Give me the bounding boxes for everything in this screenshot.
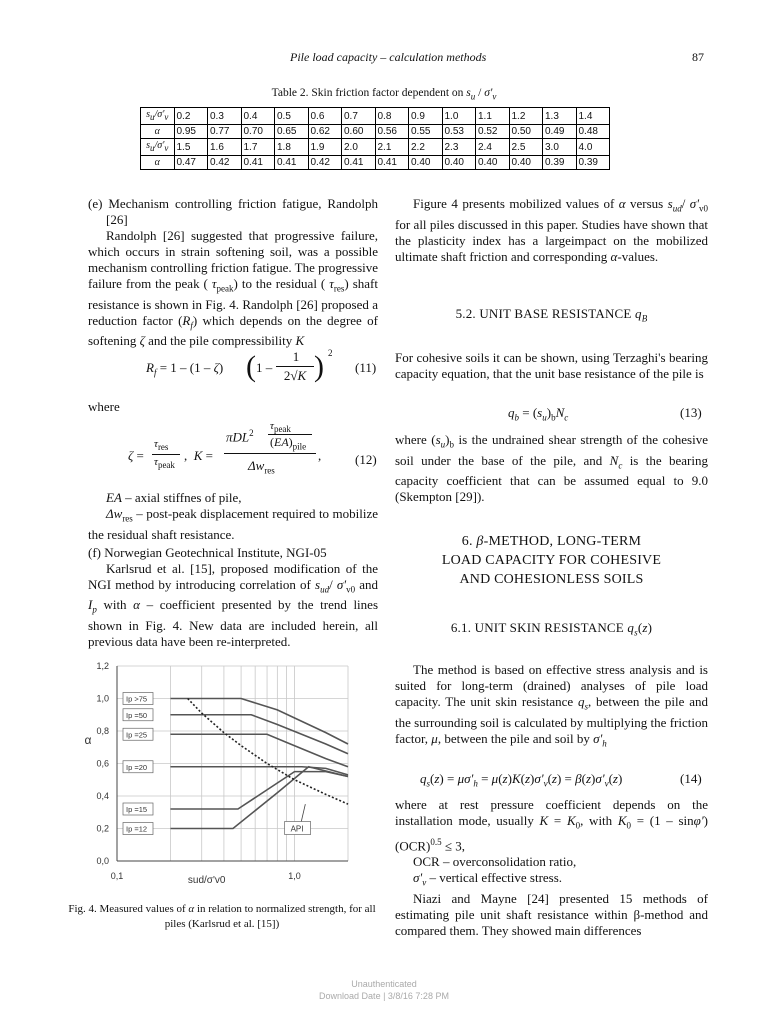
series-label: Ip =12 <box>126 824 148 834</box>
x-axis-label: sud/σ'v0 <box>187 875 226 886</box>
table-cell: 0.52 <box>476 125 510 139</box>
equation-14: $q_s(z) = \mu\sigma'_h = \mu(z)K(z)\sigma'_v(z) = \beta(z)\sigma'_v(z)$ <box>420 771 623 789</box>
table-cell: 0.5 <box>275 108 309 125</box>
right-p4: The method is based on effective stress analysis and is suited for long-term (drained) analyses of pile load capacity. The unit skin resistance $q_s$, between the pile and the surrounding soil is calculated by multiplying the friction factor, μ, between the pile and soil by $\sigma'_h$ <box>395 662 708 749</box>
row-label: $s_u/\sigma'_v$ <box>141 139 175 156</box>
series-line <box>170 772 348 809</box>
table-cell: 2.2 <box>409 139 443 156</box>
download-watermark <box>0 978 768 1002</box>
table-cell: 0.41 <box>241 156 275 170</box>
table-cell: 1.2 <box>509 108 543 125</box>
row-label: α <box>141 125 175 139</box>
table-cell: 0.56 <box>375 125 409 139</box>
table-cell: 0.4 <box>241 108 275 125</box>
table-cell: 0.77 <box>208 125 242 139</box>
where-label: where <box>88 399 120 414</box>
section-6-1-heading: 6.1. UNIT SKIN RESISTANCE $q_s(z)$ <box>450 620 653 638</box>
right-p6: Niazi and Mayne [24] presented 15 methods of estimating pile unit shaft resistance within β-method and compared them. They showed main differences <box>395 890 708 938</box>
paragraph-e: Randolph [26] suggested that progressive failure, which occurs in strain softening soil, was a possible mechanism controlling friction fatigue. The progressive failure from the peak ( $\tau_{peak}$) to the residual ( $\tau_{res}$) shaft resistance is shown in Fig. 4. Randolph [26] proposed a reduction factor $(R_f)$ which depends on the degree of softening ζ and the pile compressibility K <box>88 228 379 349</box>
table-row <box>141 125 610 139</box>
series-label: Ip =50 <box>126 710 148 720</box>
table-cell: 0.41 <box>275 156 309 170</box>
table-cell: 0.40 <box>409 156 443 170</box>
eq14-number: (14) <box>680 771 702 786</box>
table-cell: 0.49 <box>543 125 577 139</box>
series-label: Ip =15 <box>126 805 148 814</box>
table-cell: 0.60 <box>342 125 376 139</box>
x-tick-label: 0,1 <box>110 871 124 881</box>
table-cell: 0.40 <box>509 156 543 170</box>
left-column-defs <box>88 490 378 650</box>
table-cell: 0.53 <box>442 125 476 139</box>
figure-4-chart <box>78 656 383 891</box>
right-p5: where at rest pressure coefficient depends on the installation mode, usually $K = K_0$, with $K_0 = (1 - \sin\varphi')(OCR)^{0.5} \le 3$, OCR – overconsolidation ratio, $\sigma'_v$ – vertical effective stress. Niazi and Mayne [24] presented 15 methods of estimating pile unit shaft resistance within β-method and compared them. They showed main differences <box>395 797 708 938</box>
table-caption: Table 2. Skin friction factor dependent on $s_u / \sigma'_v$ <box>271 87 497 102</box>
y-tick-label: 0,4 <box>96 791 109 801</box>
table-cell: 0.62 <box>308 125 342 139</box>
figure-caption: Fig. 4. Measured values of α in relation to normalized strength, for all piles (Karlsrud et al. [15]) <box>68 903 376 930</box>
series-line <box>170 767 348 775</box>
def-ocr: OCR – overconsolidation ratio, <box>413 853 577 869</box>
right-p3: where $(s_u)_b$ is the undrained shear strength of the cohesive soil under the base of the pile, and $N_c$ is the bearing capacity coefficient that can be assumed equal to 9.0 (Skempton [29]). <box>395 432 708 505</box>
table-cell: 2.4 <box>476 139 510 156</box>
eq12-number: (12) <box>355 452 377 467</box>
y-tick-label: 1,2 <box>96 661 109 671</box>
series-label: Ip =25 <box>126 730 148 740</box>
skin-friction-table <box>140 107 610 170</box>
y-axis-label: α <box>84 733 92 747</box>
table-cell: 0.39 <box>543 156 577 170</box>
section-5-2-heading: 5.2. UNIT BASE RESISTANCE $q_B$ <box>455 306 648 324</box>
table-cell: 0.55 <box>409 125 443 139</box>
table-cell: 0.48 <box>576 125 610 139</box>
y-tick-label: 0,2 <box>96 823 109 834</box>
table-cell: 0.42 <box>208 156 242 170</box>
table-row <box>141 108 610 125</box>
table-cell: 0.6 <box>308 108 342 125</box>
series-line <box>170 734 348 767</box>
paragraph-f: Karlsrud et al. [15], proposed modification of the NGI method by introducing correlation of $s_{ud}/$ $\sigma'_{v0}$ and $I_p$ with α – coefficient presented by the trend lines shown in Fig. 4. New data are included herein, all previous data have been re-interpreted. <box>88 560 378 649</box>
table-row <box>141 139 610 156</box>
table-cell: 0.95 <box>174 125 208 139</box>
y-tick-label: 0,8 <box>96 726 109 736</box>
table-cell: 3.0 <box>543 139 577 156</box>
table-cell: 0.7 <box>342 108 376 125</box>
x-tick-label: 1,0 <box>288 871 301 881</box>
series-label: Ip >75 <box>126 694 148 704</box>
table-cell: 1.1 <box>476 108 510 125</box>
y-tick-label: 1,0 <box>96 693 109 704</box>
table-cell: 2.3 <box>442 139 476 156</box>
def-dw: $\Delta w_{res}$ – post-peak displacement required to mobilize the residual shaft resistance. <box>88 506 378 542</box>
table-cell: 1.8 <box>275 139 309 156</box>
heading-e: (e) Mechanism controlling friction fatigue, Randolph [26] <box>88 196 378 227</box>
table-cell: 0.47 <box>174 156 208 170</box>
table-cell: 4.0 <box>576 139 610 156</box>
table-cell: 0.65 <box>275 125 309 139</box>
eq13-number: (13) <box>680 405 702 420</box>
table-cell: 0.40 <box>442 156 476 170</box>
equation-12: ζ = $\tau_{res}$ $\tau_{peak}$ , K = πDL$^2$ $\tau_{peak}$ $(EA)_{pile}$ $\Delta w_{res}$ , <box>128 420 322 476</box>
section-6-heading <box>395 532 708 589</box>
table-cell: 0.9 <box>409 108 443 125</box>
right-p2: For cohesive soils it can be shown, using Terzaghi's bearing capacity equation, that the unit base resistance of the pile is <box>395 350 708 381</box>
y-tick-label: 0,6 <box>96 758 109 769</box>
table-cell: 0.42 <box>308 156 342 170</box>
page-number: 87 <box>692 50 704 64</box>
row-label: α <box>141 156 175 170</box>
table-cell: 2.1 <box>375 139 409 156</box>
table-cell: 0.40 <box>476 156 510 170</box>
equation-11: $R_f = 1 - (1 - \zeta)$ ( 1 – 1 2√K ) 2 <box>146 348 333 383</box>
table-cell: 2.5 <box>509 139 543 156</box>
series-label: Ip =20 <box>126 762 148 772</box>
section-6-line1: 6. β-METHOD, LONG-TERM <box>461 534 642 549</box>
table-cell: 1.0 <box>442 108 476 125</box>
footer-line2: Download Date | 3/8/16 7:28 PM <box>319 991 449 1001</box>
table-row <box>141 156 610 170</box>
series-line <box>170 699 348 745</box>
eq11-number: (11) <box>355 360 377 375</box>
heading-f: (f) Norwegian Geotechnical Institute, NGI-05 <box>88 544 327 560</box>
table-cell: 1.7 <box>241 139 275 156</box>
table-cell: 1.4 <box>576 108 610 125</box>
def-sv: $\sigma'_v$ – vertical effective stress. <box>413 869 563 888</box>
table-cell: 0.8 <box>375 108 409 125</box>
section-6-line3: AND COHESIONLESS SOILS <box>459 572 644 587</box>
running-title: Pile load capacity – calculation methods <box>290 50 487 64</box>
y-tick-label: 0,0 <box>96 856 109 866</box>
series-line <box>170 767 348 829</box>
row-label: $s_u/\sigma'_v$ <box>141 108 175 125</box>
table-cell: 0.2 <box>174 108 208 125</box>
table-cell: 0.70 <box>241 125 275 139</box>
table-cell: 1.6 <box>208 139 242 156</box>
left-column-block-e <box>88 196 378 349</box>
def-ea: EA – axial stiffnes of pile, <box>106 490 242 505</box>
table-cell: 0.39 <box>576 156 610 170</box>
footer-line1: Unauthenticated <box>351 979 417 989</box>
table-cell: 2.0 <box>342 139 376 156</box>
table-cell: 0.3 <box>208 108 242 125</box>
table-cell: 0.50 <box>509 125 543 139</box>
api-label: API <box>290 824 304 834</box>
table-cell: 1.3 <box>543 108 577 125</box>
table-cell: 0.41 <box>375 156 409 170</box>
table-cell: 1.5 <box>174 139 208 156</box>
table-cell: 1.9 <box>308 139 342 156</box>
right-p1: Figure 4 presents mobilized values of α versus $s_{ud}/$ $\sigma'_{v0}$ for all piles discussed in this paper. Studies have shown that the plasticity index has a largeimpact on the mobilized ultimate shaft friction and corresponding α-values. <box>395 196 708 264</box>
equation-13: $q_b = (s_u)_bN_c$ <box>508 405 569 423</box>
table-cell: 0.41 <box>342 156 376 170</box>
section-6-line2: LOAD CAPACITY FOR COHESIVE <box>441 553 662 568</box>
